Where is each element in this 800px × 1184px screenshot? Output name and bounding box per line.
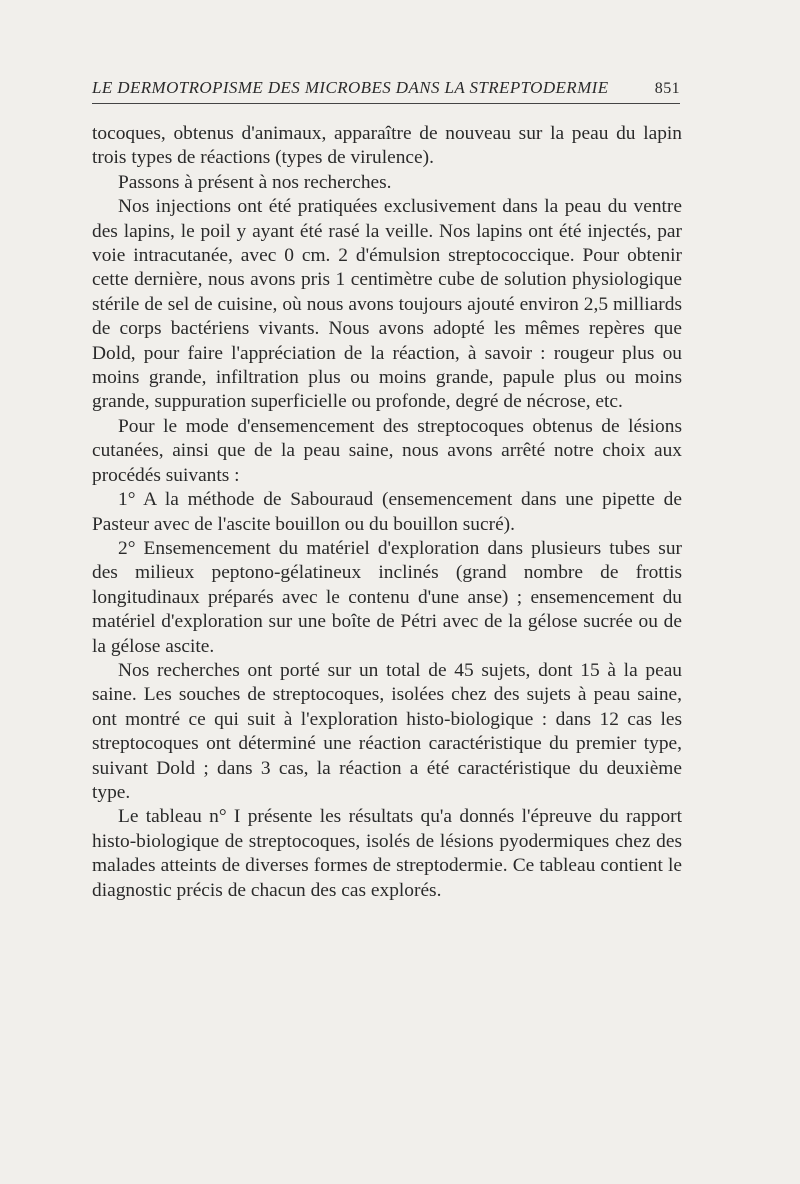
page-number: 851	[654, 80, 680, 97]
paragraph-continuation: tocoques, obtenus d'animaux, apparaître de nouveau sur la peau du lapin trois types de réactions (types de virulence).	[92, 123, 682, 169]
paragraph: Passons à présent à nos recherches.	[118, 171, 392, 193]
paragraph: Nos recherches ont porté sur un total de 45 sujets, dont 15 à la peau saine. Les souches de streptocoques, isolées chez des sujets à peau saine, ont montré ce qui suit à l'exploration histo-biologique : dans 12 cas les streptocoques ont déterminé une réaction caractéristique du premier type, suivant Dold ; dans 3 cas, la réaction a été caractéristique du deuxième type.	[92, 659, 682, 803]
running-header	[92, 78, 680, 98]
paragraph: Pour le mode d'ensemencement des streptocoques obtenus de lésions cutanées, ainsi que de la peau saine, nous avons arrêté notre choix aux procédés suivants :	[92, 415, 682, 486]
paragraph: Nos injections ont été pratiquées exclusivement dans la peau du ventre des lapins, le poil y ayant été rasé la veille. Nos lapins ont été injectés, par voie intracutanée, avec 0 cm. 2 d'émulsion streptococcique. Pour obtenir cette dernière, nous avons pris 1 centimètre cube de solution physiologique stérile de sel de cuisine, où nous avons toujours ajouté environ 2,5 milliards de corps bactériens vivants. Nous avons adopté les mêmes repères que Dold, pour faire l'appréciation de la réaction, à savoir : rougeur plus ou moins grande, infiltration plus ou moins grande, papule plus ou moins grande, suppuration superficielle ou profonde, degré de nécrose, etc.	[92, 196, 682, 413]
paragraph-list-item-1: 1° A la méthode de Sabouraud (ensemencement dans une pipette de Pasteur avec de l'ascite bouillon ou du bouillon sucré).	[92, 489, 682, 535]
header-rule	[92, 103, 680, 104]
paragraph-list-item-2: 2° Ensemencement du matériel d'exploration dans plusieurs tubes sur des milieux peptono-gélatineux inclinés (grand nombre de frottis longitudinaux préparés avec le contenu d'une anse) ; ensemencement du matériel d'exploration sur une boîte de Pétri avec de la gélose sucrée ou de la gélose ascite.	[92, 537, 682, 657]
running-title: LE DERMOTROPISME DES MICROBES DANS LA STREPTODERMIE	[92, 78, 609, 97]
paragraph: Le tableau n° I présente les résultats qu'a donnés l'épreuve du rapport histo-biologique de streptocoques, isolés de lésions pyodermiques chez des malades atteints de diverses formes de streptodermie. Ce tableau contient le diagnostic précis de chacun des cas explorés.	[92, 806, 682, 901]
body-text	[92, 122, 682, 903]
